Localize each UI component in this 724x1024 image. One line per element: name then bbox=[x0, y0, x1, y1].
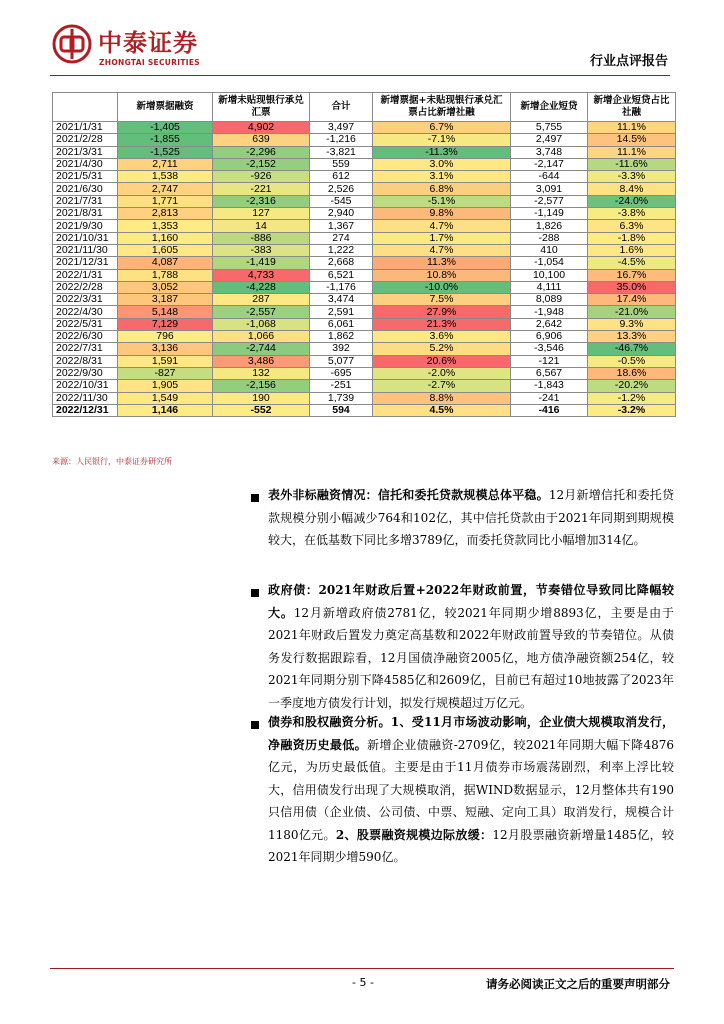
value-cell: -1.8% bbox=[588, 232, 676, 244]
date-cell: 2021/7/31 bbox=[53, 195, 118, 207]
value-cell: 10,100 bbox=[511, 269, 588, 281]
value-cell: 7.5% bbox=[373, 294, 511, 306]
value-cell: -1,525 bbox=[118, 146, 213, 158]
value-cell: -1,149 bbox=[511, 208, 588, 220]
value-cell: 1,862 bbox=[310, 331, 373, 343]
value-cell: 4.7% bbox=[373, 220, 511, 232]
value-cell: 1,367 bbox=[310, 220, 373, 232]
paragraph-subheading: 2、股票融资规模边际放缓： bbox=[335, 827, 493, 842]
value-cell: 3,474 bbox=[310, 294, 373, 306]
date-cell: 2022/3/31 bbox=[53, 294, 118, 306]
date-cell: 2022/12/31 bbox=[53, 404, 118, 416]
value-cell: 6.7% bbox=[373, 122, 511, 134]
bullet-icon bbox=[251, 721, 259, 729]
value-cell: 9.8% bbox=[373, 208, 511, 220]
value-cell: -383 bbox=[213, 244, 310, 256]
value-cell: -3.2% bbox=[588, 404, 676, 416]
value-cell: 2,668 bbox=[310, 257, 373, 269]
value-cell: 2,940 bbox=[310, 208, 373, 220]
date-cell: 2021/10/31 bbox=[53, 232, 118, 244]
value-cell: -2,296 bbox=[213, 146, 310, 158]
date-cell: 2022/10/31 bbox=[53, 380, 118, 392]
table-row bbox=[53, 257, 676, 269]
logo-chinese-name: 中泰证券 bbox=[98, 29, 198, 57]
value-cell: 3,497 bbox=[310, 122, 373, 134]
value-cell: -2.7% bbox=[373, 380, 511, 392]
table-row bbox=[53, 355, 676, 367]
source-note: 来源：人民银行，中泰证券研究所 bbox=[52, 457, 172, 466]
page-header bbox=[0, 0, 724, 80]
value-cell: 5,148 bbox=[118, 306, 213, 318]
value-cell: -3.3% bbox=[588, 171, 676, 183]
value-cell: 21.3% bbox=[373, 318, 511, 330]
table-row bbox=[53, 183, 676, 195]
value-cell: -827 bbox=[118, 367, 213, 379]
value-cell: 1,222 bbox=[310, 244, 373, 256]
value-cell: -545 bbox=[310, 195, 373, 207]
value-cell: -3,821 bbox=[310, 146, 373, 158]
value-cell: 1,353 bbox=[118, 220, 213, 232]
value-cell: 5,755 bbox=[511, 122, 588, 134]
value-cell: 2,711 bbox=[118, 158, 213, 170]
report-type-label: 行业点评报告 bbox=[589, 54, 668, 69]
bullet-icon bbox=[251, 494, 259, 502]
table-row bbox=[53, 195, 676, 207]
value-cell: -221 bbox=[213, 183, 310, 195]
paragraph-heading: 表外非标融资情况：信托和委托贷款规模总体平稳。 bbox=[268, 488, 549, 502]
value-cell: 4,902 bbox=[213, 122, 310, 134]
date-cell: 2022/9/30 bbox=[53, 367, 118, 379]
value-cell: -1,405 bbox=[118, 122, 213, 134]
date-cell: 2021/1/31 bbox=[53, 122, 118, 134]
value-cell: 14.5% bbox=[588, 134, 676, 146]
table-row bbox=[53, 134, 676, 146]
date-cell: 2022/7/31 bbox=[53, 343, 118, 355]
value-cell: -1,419 bbox=[213, 257, 310, 269]
value-cell: 5,077 bbox=[310, 355, 373, 367]
value-cell: -695 bbox=[310, 367, 373, 379]
value-cell: 1,788 bbox=[118, 269, 213, 281]
value-cell: 35.0% bbox=[588, 281, 676, 293]
value-cell: 6,521 bbox=[310, 269, 373, 281]
column-header: 合计 bbox=[310, 93, 373, 122]
value-cell: 17.4% bbox=[588, 294, 676, 306]
table-row bbox=[53, 171, 676, 183]
zhongtai-logo-icon bbox=[52, 24, 92, 64]
value-cell: -4,228 bbox=[213, 281, 310, 293]
value-cell: 6.8% bbox=[373, 183, 511, 195]
value-cell: 3,136 bbox=[118, 343, 213, 355]
table-row bbox=[53, 244, 676, 256]
table-row bbox=[53, 318, 676, 330]
value-cell: -10.0% bbox=[373, 281, 511, 293]
value-cell: -2.0% bbox=[373, 367, 511, 379]
value-cell: 1,066 bbox=[213, 331, 310, 343]
value-cell: -46.7% bbox=[588, 343, 676, 355]
value-cell: -1.2% bbox=[588, 392, 676, 404]
value-cell: -288 bbox=[511, 232, 588, 244]
value-cell: 6,061 bbox=[310, 318, 373, 330]
date-cell: 2022/2/28 bbox=[53, 281, 118, 293]
value-cell: 1,605 bbox=[118, 244, 213, 256]
value-cell: 1,591 bbox=[118, 355, 213, 367]
value-cell: 11.3% bbox=[373, 257, 511, 269]
value-cell: 559 bbox=[310, 158, 373, 170]
value-cell: -3,546 bbox=[511, 343, 588, 355]
value-cell: 9.3% bbox=[588, 318, 676, 330]
table-row bbox=[53, 232, 676, 244]
date-cell: 2022/8/31 bbox=[53, 355, 118, 367]
value-cell: -5.1% bbox=[373, 195, 511, 207]
value-cell: 1,538 bbox=[118, 171, 213, 183]
date-cell: 2022/11/30 bbox=[53, 392, 118, 404]
value-cell: 2,497 bbox=[511, 134, 588, 146]
value-cell: -0.5% bbox=[588, 355, 676, 367]
date-cell: 2022/1/31 bbox=[53, 269, 118, 281]
column-header: 新增票据融资 bbox=[118, 93, 213, 122]
disclaimer-note: 请务必阅读正文之后的重要声明部分 bbox=[486, 977, 670, 991]
header-divider bbox=[50, 75, 670, 76]
value-cell: 2,813 bbox=[118, 208, 213, 220]
value-cell: 1,771 bbox=[118, 195, 213, 207]
value-cell: -1,855 bbox=[118, 134, 213, 146]
column-header bbox=[53, 93, 118, 122]
value-cell: 5.2% bbox=[373, 343, 511, 355]
value-cell: -926 bbox=[213, 171, 310, 183]
value-cell: 1,160 bbox=[118, 232, 213, 244]
date-cell: 2021/4/30 bbox=[53, 158, 118, 170]
value-cell: 1,146 bbox=[118, 404, 213, 416]
value-cell: 6,906 bbox=[511, 331, 588, 343]
value-cell: -644 bbox=[511, 171, 588, 183]
column-header: 新增票据+未贴现银行承兑汇票占比新增社融 bbox=[373, 93, 511, 122]
value-cell: 11.1% bbox=[588, 146, 676, 158]
value-cell: -2,744 bbox=[213, 343, 310, 355]
value-cell: -1,068 bbox=[213, 318, 310, 330]
date-cell: 2022/4/30 bbox=[53, 306, 118, 318]
value-cell: -11.3% bbox=[373, 146, 511, 158]
value-cell: -1,216 bbox=[310, 134, 373, 146]
value-cell: 3,748 bbox=[511, 146, 588, 158]
column-header: 新增企业短贷占比社融 bbox=[588, 93, 676, 122]
value-cell: -251 bbox=[310, 380, 373, 392]
date-cell: 2021/8/31 bbox=[53, 208, 118, 220]
table-row bbox=[53, 158, 676, 170]
value-cell: 3,486 bbox=[213, 355, 310, 367]
value-cell: -2,557 bbox=[213, 306, 310, 318]
paragraph-heading: 债券和股权融资分析。1、受11月市场波动影响，企业债大规模取消发行，净融资历史最低。 bbox=[268, 715, 674, 752]
value-cell: -2,152 bbox=[213, 158, 310, 170]
value-cell: -416 bbox=[511, 404, 588, 416]
value-cell: 20.6% bbox=[373, 355, 511, 367]
value-cell: 2,747 bbox=[118, 183, 213, 195]
value-cell: 2,642 bbox=[511, 318, 588, 330]
table-row bbox=[53, 380, 676, 392]
table-row bbox=[53, 281, 676, 293]
date-cell: 2022/5/31 bbox=[53, 318, 118, 330]
date-cell: 2021/9/30 bbox=[53, 220, 118, 232]
value-cell: 16.7% bbox=[588, 269, 676, 281]
bullet-icon bbox=[251, 589, 259, 597]
table-row bbox=[53, 294, 676, 306]
column-header: 新增未贴现银行承兑汇票 bbox=[213, 93, 310, 122]
table-row bbox=[53, 122, 676, 134]
table-row bbox=[53, 269, 676, 281]
footer-divider bbox=[50, 968, 674, 969]
value-cell: -7.1% bbox=[373, 134, 511, 146]
value-cell: -1,843 bbox=[511, 380, 588, 392]
value-cell: 612 bbox=[310, 171, 373, 183]
value-cell: 274 bbox=[310, 232, 373, 244]
value-cell: 410 bbox=[511, 244, 588, 256]
value-cell: 287 bbox=[213, 294, 310, 306]
date-cell: 2021/12/31 bbox=[53, 257, 118, 269]
value-cell: 4.7% bbox=[373, 244, 511, 256]
value-cell: 1,549 bbox=[118, 392, 213, 404]
value-cell: 10.8% bbox=[373, 269, 511, 281]
value-cell: 14 bbox=[213, 220, 310, 232]
logo-english-name: ZHONGTAI SECURITIES bbox=[99, 58, 200, 67]
paragraph-heading: 政府债：2021年财政后置+2022年财政前置，节奏错位导致同比降幅较大。 bbox=[268, 583, 674, 620]
paragraph-text: 12月股票融资新增量1485亿，较2021年同期少增590亿。 bbox=[268, 827, 674, 864]
value-cell: 4,087 bbox=[118, 257, 213, 269]
table-row bbox=[53, 367, 676, 379]
value-cell: 3.1% bbox=[373, 171, 511, 183]
value-cell: -21.0% bbox=[588, 306, 676, 318]
value-cell: 3,052 bbox=[118, 281, 213, 293]
value-cell: -1,054 bbox=[511, 257, 588, 269]
value-cell: -552 bbox=[213, 404, 310, 416]
table-row bbox=[53, 343, 676, 355]
table-row bbox=[53, 404, 676, 416]
table-row bbox=[53, 331, 676, 343]
value-cell: 8,089 bbox=[511, 294, 588, 306]
value-cell: 8.8% bbox=[373, 392, 511, 404]
value-cell: 1,739 bbox=[310, 392, 373, 404]
value-cell: 132 bbox=[213, 367, 310, 379]
paragraph-text: 12月新增信托和委托贷款规模分别小幅减少764和102亿，其中信托贷款由于2021年同期到期规模较大，在低基数下同比多增3789亿，而委托贷款同比小幅增加314亿。 bbox=[268, 488, 674, 547]
value-cell: 127 bbox=[213, 208, 310, 220]
value-cell: 8.4% bbox=[588, 183, 676, 195]
value-cell: 392 bbox=[310, 343, 373, 355]
value-cell: 3,091 bbox=[511, 183, 588, 195]
value-cell: -2,156 bbox=[213, 380, 310, 392]
date-cell: 2021/2/28 bbox=[53, 134, 118, 146]
value-cell: 2,591 bbox=[310, 306, 373, 318]
value-cell: 3.6% bbox=[373, 331, 511, 343]
value-cell: 6,567 bbox=[511, 367, 588, 379]
value-cell: -3.8% bbox=[588, 208, 676, 220]
value-cell: -121 bbox=[511, 355, 588, 367]
value-cell: 796 bbox=[118, 331, 213, 343]
date-cell: 2021/11/30 bbox=[53, 244, 118, 256]
value-cell: 4.5% bbox=[373, 404, 511, 416]
value-cell: 1,905 bbox=[118, 380, 213, 392]
value-cell: 2,526 bbox=[310, 183, 373, 195]
value-cell: 1,826 bbox=[511, 220, 588, 232]
table-row bbox=[53, 392, 676, 404]
table-row bbox=[53, 220, 676, 232]
paragraph-bond-equity bbox=[268, 711, 674, 869]
value-cell: 13.3% bbox=[588, 331, 676, 343]
paragraph-government-bonds bbox=[268, 579, 674, 714]
value-cell: 594 bbox=[310, 404, 373, 416]
value-cell: 1.7% bbox=[373, 232, 511, 244]
date-cell: 2021/5/31 bbox=[53, 171, 118, 183]
table-row bbox=[53, 208, 676, 220]
value-cell: -1,176 bbox=[310, 281, 373, 293]
date-cell: 2021/6/30 bbox=[53, 183, 118, 195]
value-cell: -2,577 bbox=[511, 195, 588, 207]
value-cell: 190 bbox=[213, 392, 310, 404]
table-header-row bbox=[53, 93, 676, 122]
table-row bbox=[53, 306, 676, 318]
date-cell: 2021/3/31 bbox=[53, 146, 118, 158]
value-cell: -2,316 bbox=[213, 195, 310, 207]
value-cell: 3,187 bbox=[118, 294, 213, 306]
value-cell: 27.9% bbox=[373, 306, 511, 318]
paragraph-offbalance bbox=[268, 484, 674, 552]
value-cell: -2,147 bbox=[511, 158, 588, 170]
page-number: - 5 - bbox=[352, 976, 374, 989]
value-cell: -1,948 bbox=[511, 306, 588, 318]
value-cell: -24.0% bbox=[588, 195, 676, 207]
paragraph-text: 12月新增政府债2781亿，较2021年同期少增8893亿，主要是由于2021年财政后置发力奠定高基数和2022年财政前置导致的节奏错位。从债务发行数据跟踪看，12月国债净融资2005亿，地方债净融资额254亿，较2021年同期分别下降4585亿和2609亿，目前已有超过10地披露了2023年一季度地方债发行计划，拟发行规模超过万亿元。 bbox=[268, 605, 674, 710]
value-cell: -241 bbox=[511, 392, 588, 404]
value-cell: 1.6% bbox=[588, 244, 676, 256]
value-cell: 4,111 bbox=[511, 281, 588, 293]
value-cell: -4.5% bbox=[588, 257, 676, 269]
value-cell: -886 bbox=[213, 232, 310, 244]
table-row bbox=[53, 146, 676, 158]
paragraph-text: 新增企业债融资-2709亿，较2021年同期大幅下降4876亿元，为历史最低值。主要是由于11月债券市场震荡剧烈，利率上浮比较大，信用债发行出现了大规模取消，据WIND数据显示，12月整体共有190只信用债（企业债、公司债、中票、短融、定向工具）取消发行，规模合计1180亿元。 bbox=[268, 737, 674, 842]
value-cell: 18.6% bbox=[588, 367, 676, 379]
column-header: 新增企业短贷 bbox=[511, 93, 588, 122]
value-cell: -20.2% bbox=[588, 380, 676, 392]
value-cell: 3.0% bbox=[373, 158, 511, 170]
value-cell: 11.1% bbox=[588, 122, 676, 134]
value-cell: 4,733 bbox=[213, 269, 310, 281]
financing-data-table bbox=[52, 92, 676, 417]
value-cell: 639 bbox=[213, 134, 310, 146]
value-cell: -11.6% bbox=[588, 158, 676, 170]
date-cell: 2022/6/30 bbox=[53, 331, 118, 343]
value-cell: 6.3% bbox=[588, 220, 676, 232]
value-cell: 7,129 bbox=[118, 318, 213, 330]
